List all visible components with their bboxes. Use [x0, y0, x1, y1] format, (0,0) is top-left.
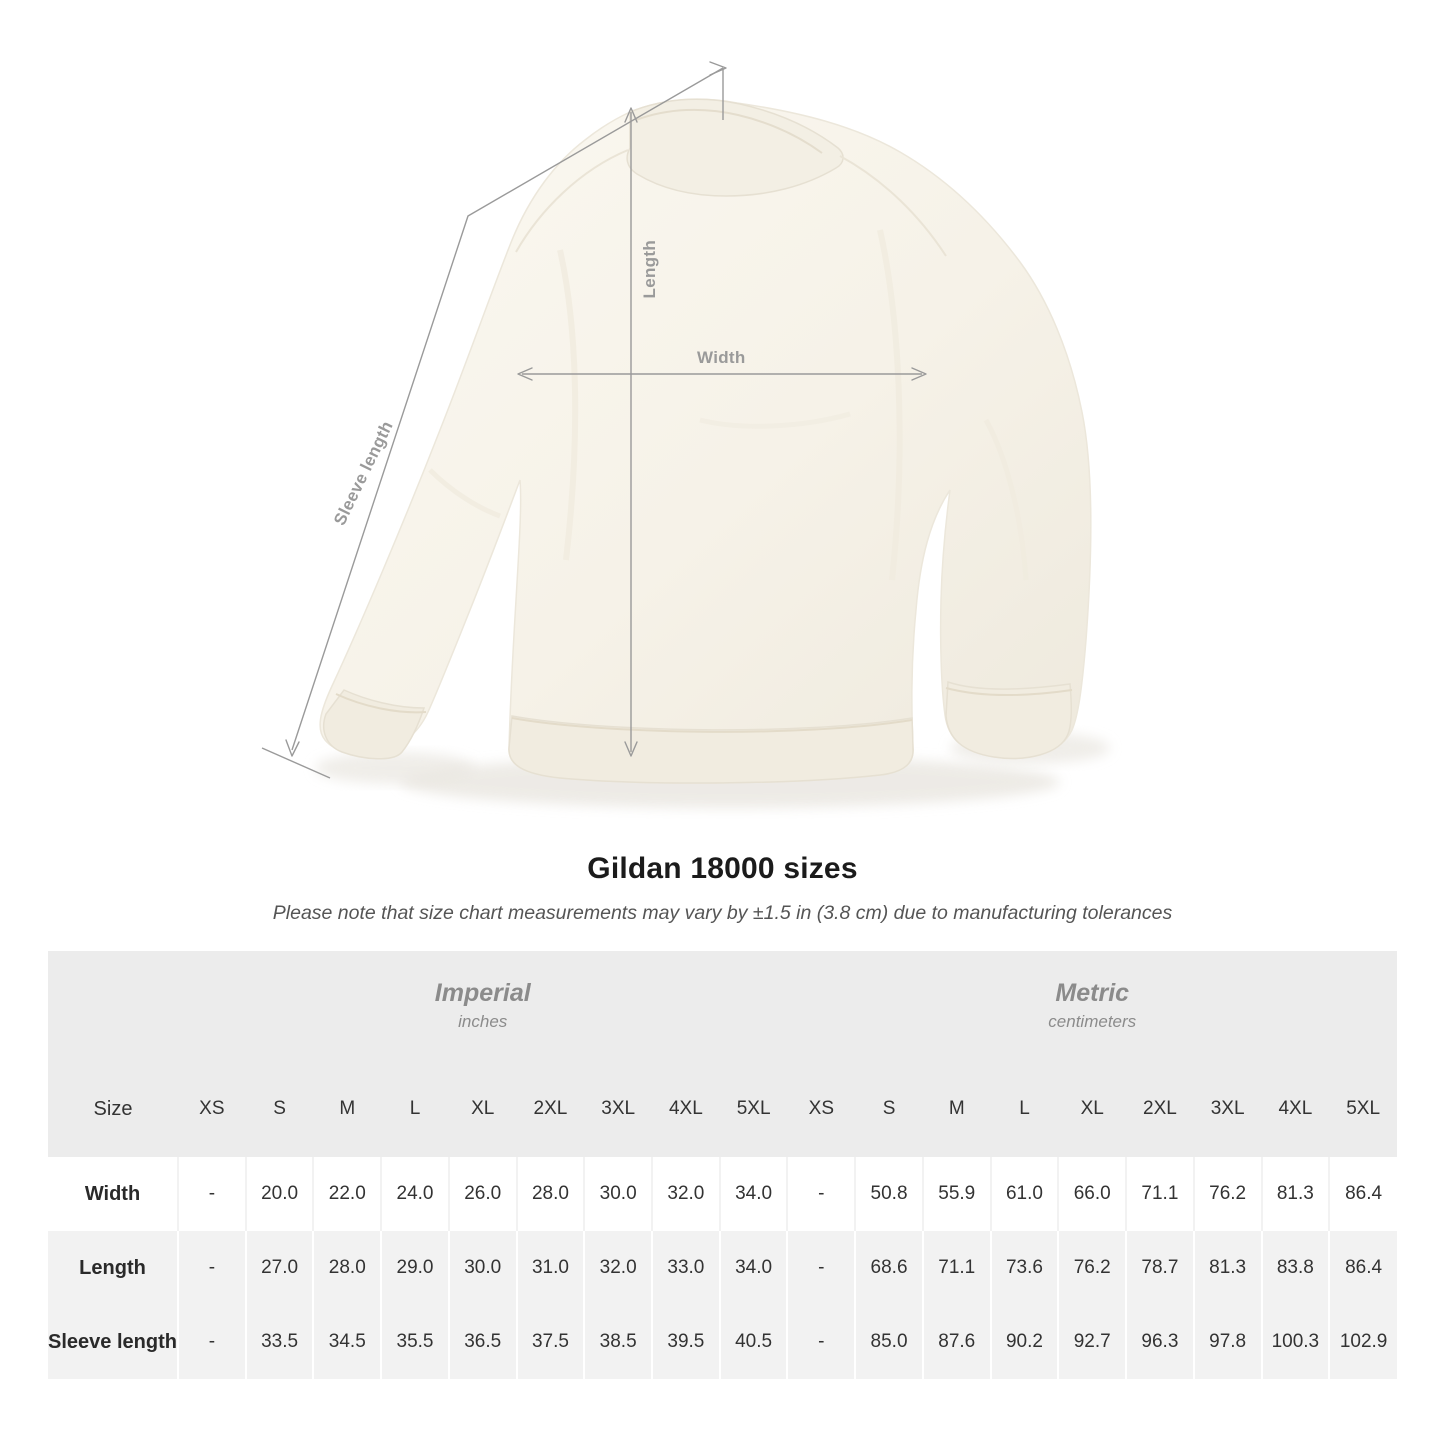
- cell-length-metric-m: 71.1: [923, 1231, 991, 1305]
- cell-length-metric-2xl: 78.7: [1126, 1231, 1194, 1305]
- unit-header-spacer: [48, 951, 178, 1061]
- cell-sleeve-imperial-5xl: 40.5: [720, 1305, 788, 1379]
- tolerance-note: Please note that size chart measurements may vary by ±1.5 in (3.8 cm) due to manufacturing tolerances: [272, 902, 1173, 924]
- cell-width-imperial-5xl: 34.0: [720, 1157, 788, 1231]
- table-row: [48, 1305, 1397, 1379]
- cell-length-metric-3xl: 81.3: [1194, 1231, 1262, 1305]
- cell-width-metric-l: 61.0: [991, 1157, 1059, 1231]
- size-table: [48, 951, 1397, 1379]
- size-table-wrap: [0, 951, 1445, 1379]
- unit-header-imperial: [178, 951, 787, 1061]
- header-size: Size: [93, 1097, 133, 1120]
- header-imperial-xs: XS: [199, 1098, 225, 1119]
- cell-sleeve-imperial-2xl: 37.5: [517, 1305, 585, 1379]
- cell-length-metric-s: 68.6: [855, 1231, 923, 1305]
- row-label-width: Width: [48, 1157, 178, 1231]
- cell-width-imperial-xl: 26.0: [449, 1157, 517, 1231]
- header-imperial-2xl: 2XL: [533, 1098, 568, 1119]
- header-metric-2xl: 2XL: [1143, 1098, 1177, 1119]
- table-row: [48, 1231, 1397, 1305]
- cell-width-imperial-2xl: 28.0: [517, 1157, 585, 1231]
- cell-length-metric-l: 73.6: [991, 1231, 1059, 1305]
- unit-name-imperial: Imperial: [434, 978, 531, 1007]
- header-imperial-l: L: [409, 1098, 421, 1119]
- title-block: [0, 852, 1445, 925]
- unit-sub-metric: centimeters: [1048, 1011, 1137, 1031]
- cell-sleeve-imperial-3xl: 38.5: [584, 1305, 652, 1379]
- cell-length-metric-5xl: 86.4: [1329, 1231, 1397, 1305]
- width-dimension-label: Width: [697, 348, 746, 367]
- cell-sleeve-metric-m: 87.6: [923, 1305, 991, 1379]
- cell-length-imperial-s: 27.0: [246, 1231, 314, 1305]
- unit-name-metric: Metric: [1055, 978, 1130, 1007]
- header-metric-xl: XL: [1080, 1098, 1104, 1119]
- cell-length-metric-xl: 76.2: [1058, 1231, 1126, 1305]
- header-metric-5xl: 5XL: [1346, 1098, 1381, 1119]
- page-title: Gildan 18000 sizes: [587, 852, 858, 885]
- cell-width-metric-3xl: 76.2: [1194, 1157, 1262, 1231]
- cell-sleeve-imperial-m: 34.5: [313, 1305, 381, 1379]
- cell-sleeve-metric-5xl: 102.9: [1329, 1305, 1397, 1379]
- cell-width-imperial-xs: -: [178, 1157, 246, 1231]
- cell-length-imperial-3xl: 32.0: [584, 1231, 652, 1305]
- header-imperial-3xl: 3XL: [601, 1098, 636, 1119]
- cell-length-metric-4xl: 83.8: [1262, 1231, 1330, 1305]
- unit-header-metric: [787, 951, 1397, 1061]
- header-imperial-s: S: [273, 1098, 286, 1119]
- cell-width-metric-s: 50.8: [855, 1157, 923, 1231]
- cell-width-metric-xs: -: [787, 1157, 855, 1231]
- cell-sleeve-imperial-s: 33.5: [246, 1305, 314, 1379]
- header-imperial-4xl: 4XL: [668, 1098, 703, 1119]
- unit-header-row: [48, 951, 1397, 1061]
- cell-sleeve-metric-3xl: 97.8: [1194, 1305, 1262, 1379]
- cell-length-imperial-4xl: 33.0: [652, 1231, 720, 1305]
- header-metric-3xl: 3XL: [1210, 1098, 1245, 1119]
- cell-sleeve-metric-xs: -: [787, 1305, 855, 1379]
- header-imperial-xl: XL: [471, 1098, 495, 1119]
- cell-width-metric-4xl: 81.3: [1262, 1157, 1330, 1231]
- cell-width-metric-m: 55.9: [923, 1157, 991, 1231]
- header-metric-xs: XS: [808, 1098, 834, 1119]
- cell-sleeve-metric-4xl: 100.3: [1262, 1305, 1330, 1379]
- cell-width-metric-2xl: 71.1: [1126, 1157, 1194, 1231]
- cell-length-imperial-5xl: 34.0: [720, 1231, 788, 1305]
- header-metric-l: L: [1019, 1098, 1030, 1119]
- header-metric-4xl: 4XL: [1278, 1098, 1313, 1119]
- cell-sleeve-imperial-xl: 36.5: [449, 1305, 517, 1379]
- cell-width-imperial-3xl: 30.0: [584, 1157, 652, 1231]
- size-header-row: [48, 1061, 1397, 1157]
- cell-sleeve-metric-l: 90.2: [991, 1305, 1059, 1379]
- cell-length-imperial-l: 29.0: [381, 1231, 449, 1305]
- cell-sleeve-metric-s: 85.0: [855, 1305, 923, 1379]
- length-dimension-label: Length: [640, 240, 659, 299]
- cell-length-imperial-m: 28.0: [313, 1231, 381, 1305]
- cell-length-imperial-xs: -: [178, 1231, 246, 1305]
- cell-width-metric-xl: 66.0: [1058, 1157, 1126, 1231]
- cell-length-imperial-2xl: 31.0: [517, 1231, 585, 1305]
- cell-length-imperial-xl: 30.0: [449, 1231, 517, 1305]
- cell-width-imperial-s: 20.0: [246, 1157, 314, 1231]
- header-imperial-m: M: [339, 1098, 356, 1119]
- cell-width-metric-5xl: 86.4: [1329, 1157, 1397, 1231]
- cell-sleeve-metric-2xl: 96.3: [1126, 1305, 1194, 1379]
- row-label-sleeve-length: Sleeve length: [48, 1305, 178, 1379]
- cell-sleeve-imperial-l: 35.5: [381, 1305, 449, 1379]
- row-label-length: Length: [48, 1231, 178, 1305]
- header-metric-s: S: [882, 1098, 896, 1119]
- unit-sub-imperial: inches: [458, 1011, 508, 1031]
- cell-width-imperial-l: 24.0: [381, 1157, 449, 1231]
- table-row: [48, 1157, 1397, 1231]
- header-imperial-5xl: 5XL: [736, 1098, 771, 1119]
- cell-length-metric-xs: -: [787, 1231, 855, 1305]
- sleeve-length-dimension-label: Sleeve length: [330, 417, 397, 529]
- cell-sleeve-imperial-4xl: 39.5: [652, 1305, 720, 1379]
- cell-sleeve-metric-xl: 92.7: [1058, 1305, 1126, 1379]
- cell-sleeve-imperial-xs: -: [178, 1305, 246, 1379]
- cell-width-imperial-m: 22.0: [313, 1157, 381, 1231]
- header-metric-m: M: [948, 1098, 965, 1119]
- cell-width-imperial-4xl: 32.0: [652, 1157, 720, 1231]
